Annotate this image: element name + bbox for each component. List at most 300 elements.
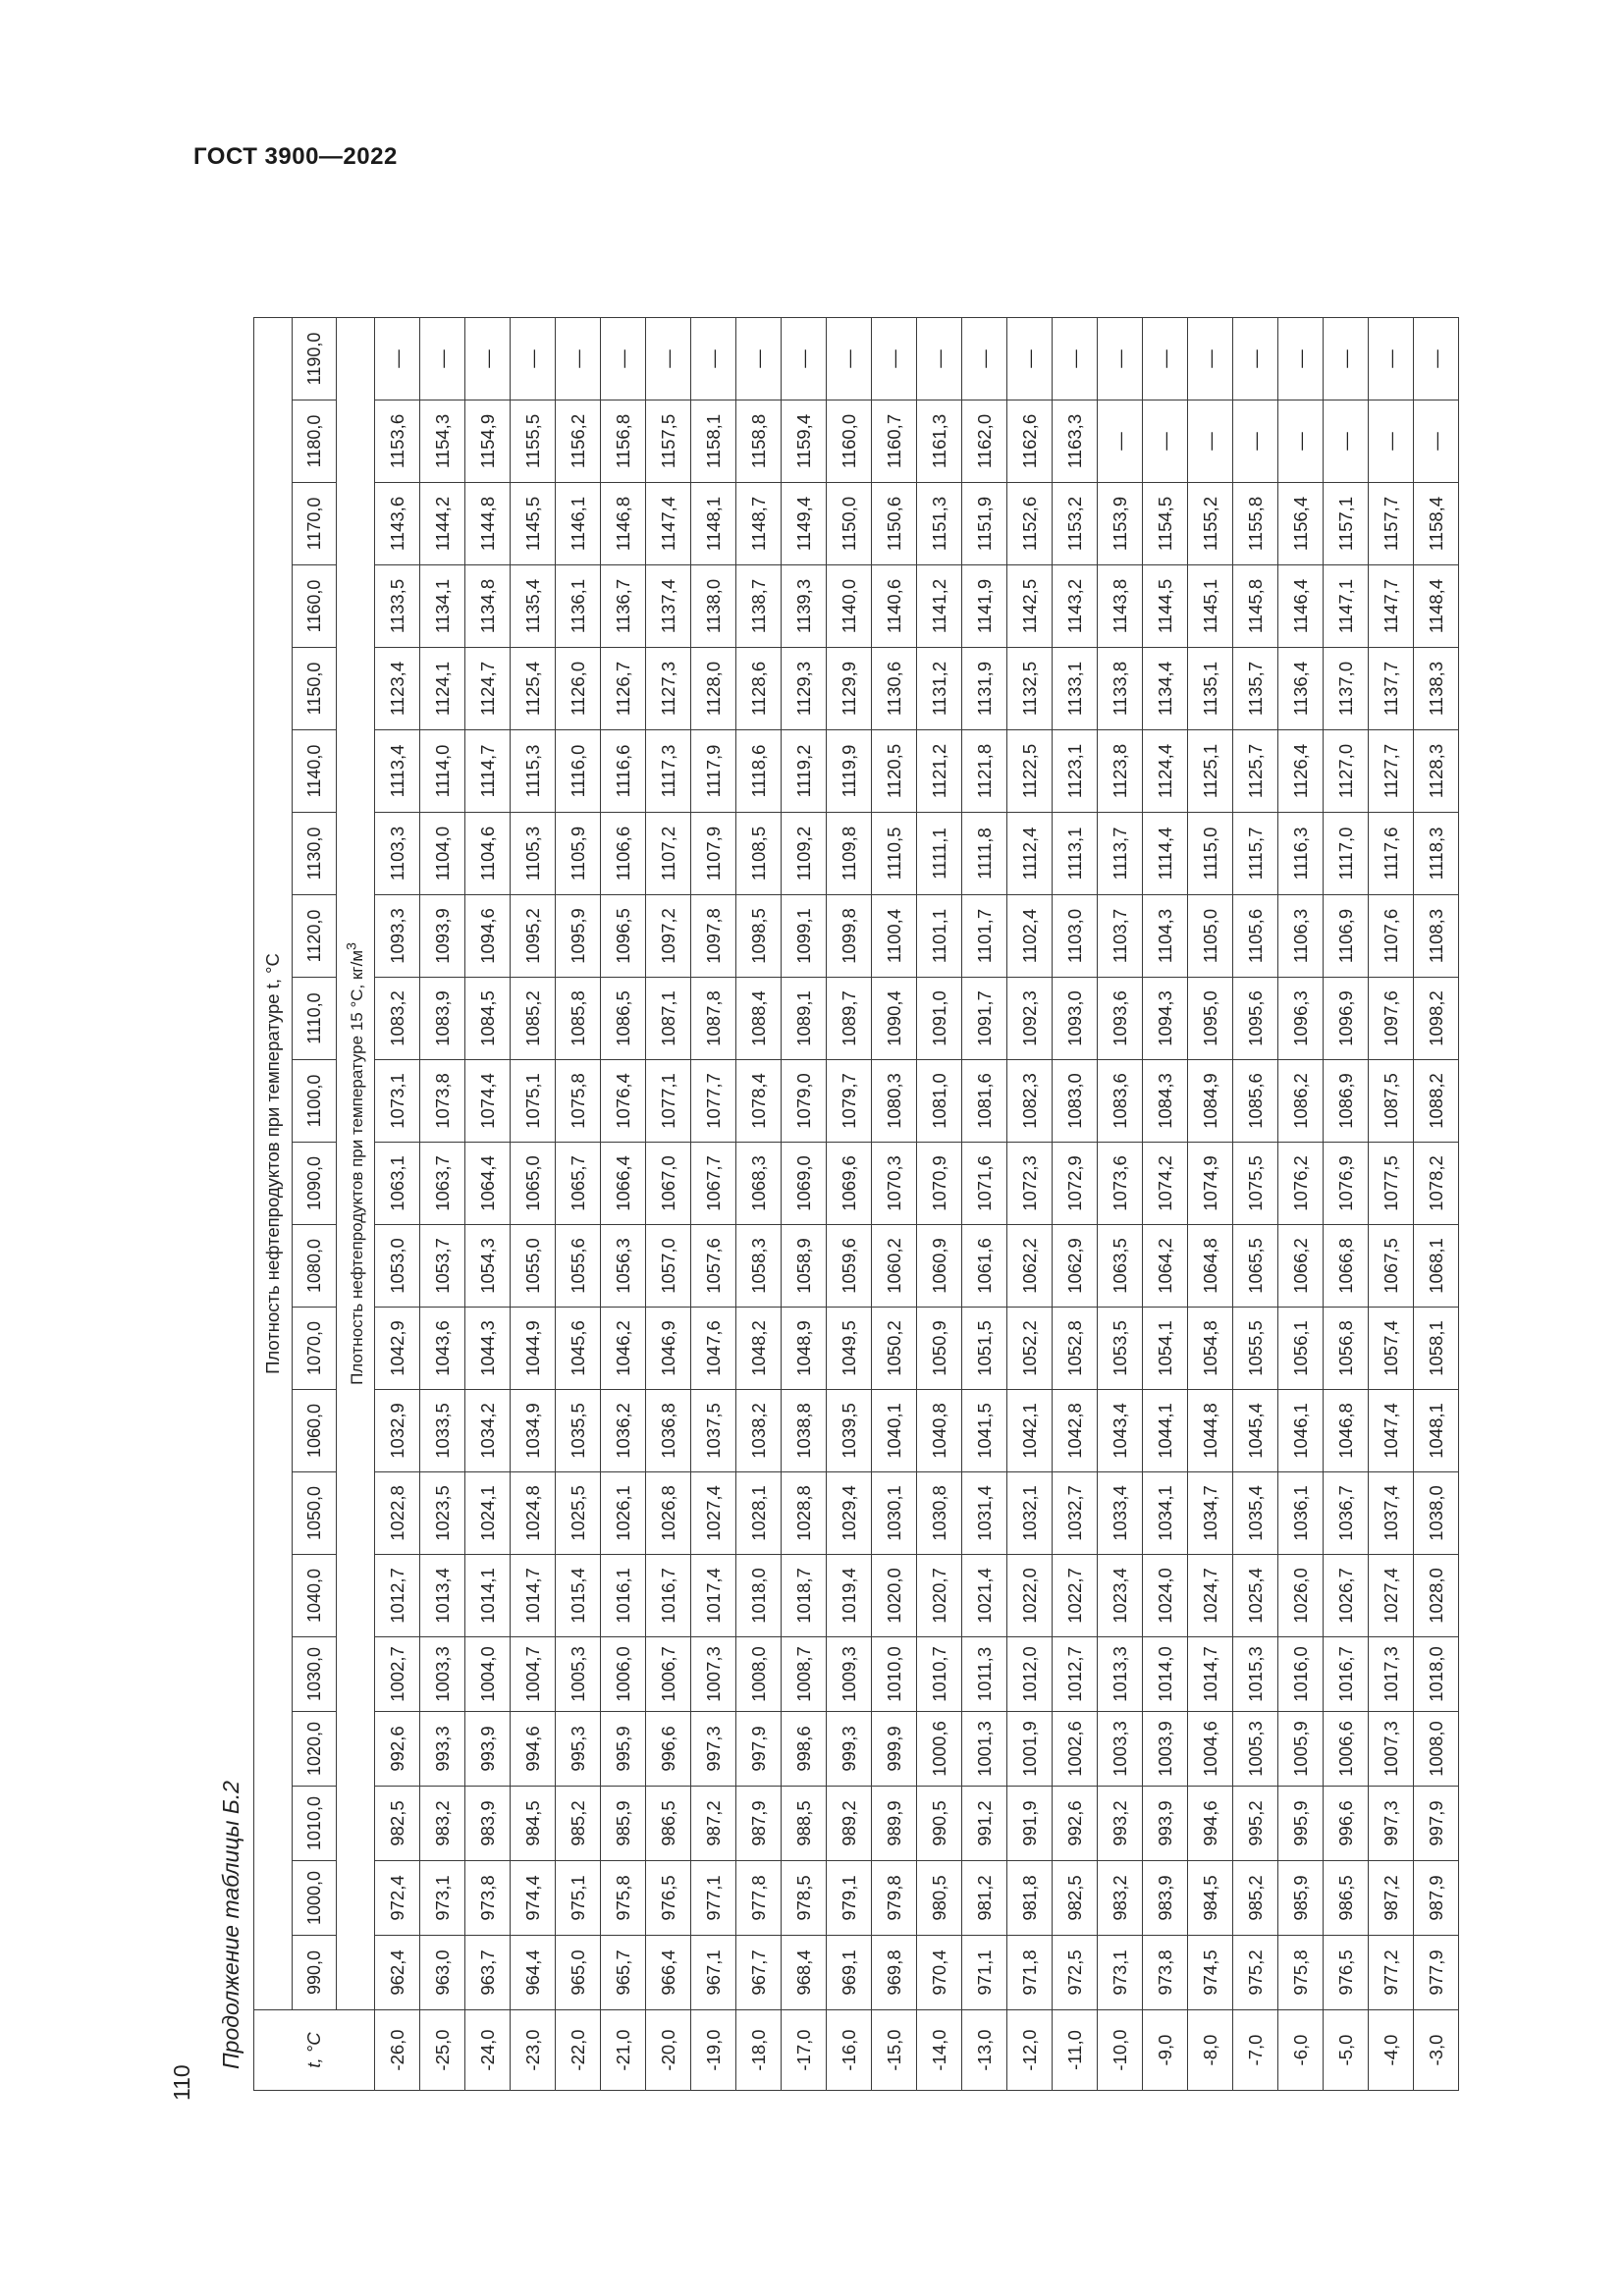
density-cell: 1136,7 xyxy=(601,565,646,648)
temperature-cell: -12,0 xyxy=(1007,2010,1053,2091)
density-cell: 1047,4 xyxy=(1369,1390,1414,1472)
table-row xyxy=(917,318,962,2091)
density-cell: 1085,2 xyxy=(511,978,556,1060)
density-cell: 976,5 xyxy=(646,1861,691,1936)
density-cell: 1103,7 xyxy=(1098,895,1143,978)
density-cell: 1122,5 xyxy=(1007,730,1053,813)
density-cell: 991,9 xyxy=(1007,1787,1053,1861)
density-cell: 1076,4 xyxy=(601,1060,646,1143)
density-cell: 1144,5 xyxy=(1143,565,1188,648)
density-cell: 1079,7 xyxy=(827,1060,872,1143)
density-cell: 1116,6 xyxy=(601,730,646,813)
density-cell: — xyxy=(917,318,962,400)
density-header-cell: 1010,0 xyxy=(293,1787,337,1861)
density-cell: 1125,4 xyxy=(511,648,556,730)
density-cell: 1077,5 xyxy=(1369,1143,1414,1225)
density-cell: 1128,3 xyxy=(1414,730,1459,813)
density-cell: 985,2 xyxy=(556,1787,601,1861)
temperature-cell: -25,0 xyxy=(420,2010,465,2091)
density-cell: 1052,2 xyxy=(1007,1308,1053,1390)
density-cell: 1018,7 xyxy=(782,1555,827,1637)
density-cell: 997,9 xyxy=(1414,1787,1459,1861)
density-subheader xyxy=(337,318,375,2010)
density-cell: 1008,0 xyxy=(736,1637,782,1712)
density-cell: 1115,3 xyxy=(511,730,556,813)
density-cell: 1050,9 xyxy=(917,1308,962,1390)
density-cell: 1105,3 xyxy=(511,813,556,895)
density-cell: 1105,0 xyxy=(1188,895,1233,978)
density-cell: 1061,6 xyxy=(962,1225,1007,1308)
density-cell: 1106,6 xyxy=(601,813,646,895)
density-cell: 1002,7 xyxy=(375,1637,420,1712)
density-cell: 1155,2 xyxy=(1188,483,1233,565)
density-cell: 1107,9 xyxy=(691,813,736,895)
density-cell: 1034,1 xyxy=(1143,1472,1188,1555)
density-cell: 990,5 xyxy=(917,1787,962,1861)
density-cell: 1063,1 xyxy=(375,1143,420,1225)
density-cell: 987,2 xyxy=(1369,1861,1414,1936)
density-cell: 1032,1 xyxy=(1007,1472,1053,1555)
density-table xyxy=(253,317,1459,2091)
density-cell: 1095,2 xyxy=(511,895,556,978)
density-cell: 1112,4 xyxy=(1007,813,1053,895)
density-cell: 1081,0 xyxy=(917,1060,962,1143)
density-cell: 1004,6 xyxy=(1188,1712,1233,1787)
density-cell: 1151,3 xyxy=(917,483,962,565)
density-cell: 1074,4 xyxy=(465,1060,511,1143)
density-cell: 982,5 xyxy=(1053,1861,1098,1936)
density-cell: 1104,3 xyxy=(1143,895,1188,978)
density-cell: 1070,3 xyxy=(872,1143,917,1225)
density-cell: 1088,2 xyxy=(1414,1060,1459,1143)
density-cell: 1140,0 xyxy=(827,565,872,648)
density-cell: 1018,0 xyxy=(1414,1637,1459,1712)
density-cell: 1022,8 xyxy=(375,1472,420,1555)
density-cell: 980,5 xyxy=(917,1861,962,1936)
density-cell: 969,1 xyxy=(827,1936,872,2010)
density-cell: 1083,2 xyxy=(375,978,420,1060)
temperature-cell: -7,0 xyxy=(1233,2010,1278,2091)
density-cell: 1013,4 xyxy=(420,1555,465,1637)
density-cell: 1087,1 xyxy=(646,978,691,1060)
density-cell: 1117,3 xyxy=(646,730,691,813)
density-cell: 1065,7 xyxy=(556,1143,601,1225)
temperature-cell: -3,0 xyxy=(1414,2010,1459,2091)
density-cell: — xyxy=(782,318,827,400)
density-cell: 1073,6 xyxy=(1098,1143,1143,1225)
density-cell: 1000,6 xyxy=(917,1712,962,1787)
density-cell: 1143,8 xyxy=(1098,565,1143,648)
density-cell: 1044,8 xyxy=(1188,1390,1233,1472)
density-cell: 1088,4 xyxy=(736,978,782,1060)
density-cell: 1066,4 xyxy=(601,1143,646,1225)
density-cell: 1151,9 xyxy=(962,483,1007,565)
density-cell: 1084,3 xyxy=(1143,1060,1188,1143)
density-cell: 1043,4 xyxy=(1098,1390,1143,1472)
density-cell: 1140,6 xyxy=(872,565,917,648)
density-cell: 1135,7 xyxy=(1233,648,1278,730)
density-cell: 1033,5 xyxy=(420,1390,465,1472)
density-cell: — xyxy=(1369,400,1414,483)
density-cell: 1022,0 xyxy=(1007,1555,1053,1637)
density-cell: 1127,0 xyxy=(1324,730,1369,813)
density-cell: 1118,6 xyxy=(736,730,782,813)
density-cell: 1036,7 xyxy=(1324,1472,1369,1555)
density-cell: 1099,1 xyxy=(782,895,827,978)
density-cell: 1026,8 xyxy=(646,1472,691,1555)
density-cell: 1067,5 xyxy=(1369,1225,1414,1308)
density-cell: 1134,4 xyxy=(1143,648,1188,730)
density-cell: 1158,1 xyxy=(691,400,736,483)
density-cell: 1110,5 xyxy=(872,813,917,895)
density-cell: 1157,5 xyxy=(646,400,691,483)
density-cell: 1083,9 xyxy=(420,978,465,1060)
density-header-cell: 1160,0 xyxy=(293,565,337,648)
density-cell: 1094,3 xyxy=(1143,978,1188,1060)
density-cell: 1062,2 xyxy=(1007,1225,1053,1308)
density-cell: 1026,7 xyxy=(1324,1555,1369,1637)
density-cell: 1154,5 xyxy=(1143,483,1188,565)
density-cell: 1007,3 xyxy=(691,1637,736,1712)
density-cell: 975,8 xyxy=(1278,1936,1324,2010)
density-cell: 1070,9 xyxy=(917,1143,962,1225)
density-cell: 963,0 xyxy=(420,1936,465,2010)
density-cell: 972,5 xyxy=(1053,1936,1098,2010)
density-cell: — xyxy=(736,318,782,400)
density-cell: 1145,5 xyxy=(511,483,556,565)
density-cell: 1043,6 xyxy=(420,1308,465,1390)
density-cell: 1057,6 xyxy=(691,1225,736,1308)
density-cell: 981,2 xyxy=(962,1861,1007,1936)
density-cell: 1127,3 xyxy=(646,648,691,730)
density-cell: 1037,4 xyxy=(1369,1472,1414,1555)
density-cell: — xyxy=(1053,318,1098,400)
density-cell: 1034,2 xyxy=(465,1390,511,1472)
density-cell: 1137,0 xyxy=(1324,648,1369,730)
density-cell: 996,6 xyxy=(646,1712,691,1787)
density-cell: 1130,6 xyxy=(872,648,917,730)
density-cell: 1021,4 xyxy=(962,1555,1007,1637)
density-cell: 1074,2 xyxy=(1143,1143,1188,1225)
density-cell: 1119,9 xyxy=(827,730,872,813)
density-cell: 1016,7 xyxy=(646,1555,691,1637)
density-cell: 1107,2 xyxy=(646,813,691,895)
density-cell: 1117,6 xyxy=(1369,813,1414,895)
density-cell: 1145,1 xyxy=(1188,565,1233,648)
density-cell: — xyxy=(465,318,511,400)
density-cell: 1049,5 xyxy=(827,1308,872,1390)
density-cell: 1156,8 xyxy=(601,400,646,483)
temperature-cell: -5,0 xyxy=(1324,2010,1369,2091)
density-cell: — xyxy=(1007,318,1053,400)
density-cell: 987,9 xyxy=(736,1787,782,1861)
table-row xyxy=(556,318,601,2091)
density-cell: 1157,7 xyxy=(1369,483,1414,565)
density-cell: 1040,8 xyxy=(917,1390,962,1472)
density-cell: 971,1 xyxy=(962,1936,1007,2010)
density-cell: 1135,1 xyxy=(1188,648,1233,730)
density-header-cell: 1190,0 xyxy=(293,318,337,400)
density-cell: 1114,4 xyxy=(1143,813,1188,895)
density-cell: 1023,4 xyxy=(1098,1555,1143,1637)
density-cell: 1052,8 xyxy=(1053,1308,1098,1390)
temperature-cell: -13,0 xyxy=(962,2010,1007,2091)
density-cell: 995,2 xyxy=(1233,1787,1278,1861)
rotated-page-content xyxy=(212,232,1489,2091)
density-cell: 1148,7 xyxy=(736,483,782,565)
density-cell: 973,8 xyxy=(1143,1936,1188,2010)
density-group-header: Плотность нефтепродуктов при температуре t, °C xyxy=(254,318,293,2010)
density-cell: — xyxy=(827,318,872,400)
density-cell: 1128,6 xyxy=(736,648,782,730)
density-cell: 1073,1 xyxy=(375,1060,420,1143)
density-cell: 1093,9 xyxy=(420,895,465,978)
table-row xyxy=(827,318,872,2091)
density-cell: 1014,1 xyxy=(465,1555,511,1637)
density-cell: 974,5 xyxy=(1188,1936,1233,2010)
density-cell: 1016,7 xyxy=(1324,1637,1369,1712)
density-cell: — xyxy=(511,318,556,400)
density-cell: 974,4 xyxy=(511,1861,556,1936)
density-cell: 963,7 xyxy=(465,1936,511,2010)
density-cell: 1020,7 xyxy=(917,1555,962,1637)
density-cell: 973,1 xyxy=(1098,1936,1143,2010)
table-row xyxy=(646,318,691,2091)
density-header-cell: 1070,0 xyxy=(293,1308,337,1390)
density-cell: 1082,3 xyxy=(1007,1060,1053,1143)
density-cell: 1001,3 xyxy=(962,1712,1007,1787)
density-cell: 1078,2 xyxy=(1414,1143,1459,1225)
density-cell: 1005,9 xyxy=(1278,1712,1324,1787)
density-header-cell: 1060,0 xyxy=(293,1390,337,1472)
density-cell: 1016,1 xyxy=(601,1555,646,1637)
table-row xyxy=(1414,318,1459,2091)
density-cell: 1108,5 xyxy=(736,813,782,895)
density-cell: 1045,4 xyxy=(1233,1390,1278,1472)
density-cell: 968,4 xyxy=(782,1936,827,2010)
density-cell: 983,9 xyxy=(1143,1861,1188,1936)
density-cell: 1030,1 xyxy=(872,1472,917,1555)
density-cell: 1036,2 xyxy=(601,1390,646,1472)
density-cell: 1105,6 xyxy=(1233,895,1278,978)
table-row xyxy=(962,318,1007,2091)
density-header-cell: 1090,0 xyxy=(293,1143,337,1225)
density-cell: 1156,2 xyxy=(556,400,601,483)
density-cell: 1015,3 xyxy=(1233,1637,1278,1712)
density-cell: 1095,9 xyxy=(556,895,601,978)
density-header-cell: 1110,0 xyxy=(293,978,337,1060)
density-cell: 1011,3 xyxy=(962,1637,1007,1712)
density-cell: 1064,2 xyxy=(1143,1225,1188,1308)
density-cell: 1113,4 xyxy=(375,730,420,813)
density-header-cell: 1170,0 xyxy=(293,483,337,565)
density-cell: 1155,8 xyxy=(1233,483,1278,565)
table-row xyxy=(1007,318,1053,2091)
density-cell: 1069,6 xyxy=(827,1143,872,1225)
density-cell: 1163,3 xyxy=(1053,400,1098,483)
density-cell: 1141,2 xyxy=(917,565,962,648)
density-cell: 989,2 xyxy=(827,1787,872,1861)
density-header-cell: 1120,0 xyxy=(293,895,337,978)
density-cell: 1152,6 xyxy=(1007,483,1053,565)
density-cell: 1124,7 xyxy=(465,648,511,730)
table-row xyxy=(1143,318,1188,2091)
density-header-cell: 1030,0 xyxy=(293,1637,337,1712)
density-cell: 1083,0 xyxy=(1053,1060,1098,1143)
density-cell: 1120,5 xyxy=(872,730,917,813)
density-cell: 1093,3 xyxy=(375,895,420,978)
density-cell: 978,5 xyxy=(782,1861,827,1936)
density-cell: 1092,3 xyxy=(1007,978,1053,1060)
density-header-cell: 1000,0 xyxy=(293,1861,337,1936)
density-cell: 1032,9 xyxy=(375,1390,420,1472)
density-cell: 1108,3 xyxy=(1414,895,1459,978)
density-cell: 1058,3 xyxy=(736,1225,782,1308)
density-cell: — xyxy=(375,318,420,400)
density-cell: 1146,1 xyxy=(556,483,601,565)
density-cell: 1154,9 xyxy=(465,400,511,483)
table-row xyxy=(601,318,646,2091)
density-cell: 1111,8 xyxy=(962,813,1007,895)
density-cell: 972,4 xyxy=(375,1861,420,1936)
density-cell: 1030,8 xyxy=(917,1472,962,1555)
density-cell: 1145,8 xyxy=(1233,565,1278,648)
table-row xyxy=(1053,318,1098,2091)
density-cell: 1121,2 xyxy=(917,730,962,813)
density-cell: 1078,4 xyxy=(736,1060,782,1143)
density-cell: 1006,0 xyxy=(601,1637,646,1712)
density-cell: 1071,6 xyxy=(962,1143,1007,1225)
density-cell: 1073,8 xyxy=(420,1060,465,1143)
density-cell: 1067,0 xyxy=(646,1143,691,1225)
density-cell: — xyxy=(1098,400,1143,483)
density-cell: 1075,1 xyxy=(511,1060,556,1143)
density-cell: 1133,5 xyxy=(375,565,420,648)
density-cell: 1114,0 xyxy=(420,730,465,813)
density-cell: 1032,7 xyxy=(1053,1472,1098,1555)
density-cell: 1044,3 xyxy=(465,1308,511,1390)
density-cell: 1072,9 xyxy=(1053,1143,1098,1225)
density-cell: 1147,4 xyxy=(646,483,691,565)
density-cell: 1025,5 xyxy=(556,1472,601,1555)
density-cell: 985,9 xyxy=(1278,1861,1324,1936)
density-cell: 1135,4 xyxy=(511,565,556,648)
density-cell: 1094,6 xyxy=(465,895,511,978)
density-cell: 1081,6 xyxy=(962,1060,1007,1143)
density-cell: 995,9 xyxy=(1278,1787,1324,1861)
density-cell: 1098,2 xyxy=(1414,978,1459,1060)
density-cell: 1018,0 xyxy=(736,1555,782,1637)
density-cell: 1003,3 xyxy=(1098,1712,1143,1787)
density-cell: — xyxy=(872,318,917,400)
density-cell: 987,9 xyxy=(1414,1861,1459,1936)
density-cell: 1024,8 xyxy=(511,1472,556,1555)
density-cell: — xyxy=(1414,318,1459,400)
density-cell: 1036,1 xyxy=(1278,1472,1324,1555)
density-cell: 1159,4 xyxy=(782,400,827,483)
density-cell: 979,1 xyxy=(827,1861,872,1936)
density-cell: 1009,3 xyxy=(827,1637,872,1712)
density-cell: 1091,7 xyxy=(962,978,1007,1060)
density-cell: 969,8 xyxy=(872,1936,917,2010)
density-cell: — xyxy=(1324,318,1369,400)
density-cell: 1102,4 xyxy=(1007,895,1053,978)
density-header-cell: 1150,0 xyxy=(293,648,337,730)
density-cell: 1144,2 xyxy=(420,483,465,565)
density-cell: 1086,2 xyxy=(1278,1060,1324,1143)
density-cell: 975,2 xyxy=(1233,1936,1278,2010)
density-cell: 1002,6 xyxy=(1053,1712,1098,1787)
density-cell: 1148,1 xyxy=(691,483,736,565)
header-row-subheader xyxy=(337,318,375,2091)
density-cell: — xyxy=(1188,318,1233,400)
density-cell: 1004,0 xyxy=(465,1637,511,1712)
density-cell: 1085,8 xyxy=(556,978,601,1060)
density-cell: 1008,7 xyxy=(782,1637,827,1712)
density-cell: 1150,6 xyxy=(872,483,917,565)
density-cell: 1127,7 xyxy=(1369,730,1414,813)
density-cell: 1115,0 xyxy=(1188,813,1233,895)
density-cell: 1026,1 xyxy=(601,1472,646,1555)
document-code-header: ГОСТ 3900—2022 xyxy=(193,143,398,170)
density-subheader-text: Плотность нефтепродуктов при температуре 15 °C, $кг/м^3$ xyxy=(344,942,366,1385)
density-cell: 1023,5 xyxy=(420,1472,465,1555)
density-cell: 1153,9 xyxy=(1098,483,1143,565)
density-cell: 1064,8 xyxy=(1188,1225,1233,1308)
temperature-cell: -14,0 xyxy=(917,2010,962,2091)
density-cell: 1155,5 xyxy=(511,400,556,483)
density-cell: 1042,9 xyxy=(375,1308,420,1390)
density-cell: 988,5 xyxy=(782,1787,827,1861)
density-cell: 1129,9 xyxy=(827,648,872,730)
density-cell: 1046,1 xyxy=(1278,1390,1324,1472)
density-cell: 1142,5 xyxy=(1007,565,1053,648)
density-cell: 1038,0 xyxy=(1414,1472,1459,1555)
density-cell: 1004,7 xyxy=(511,1637,556,1712)
density-cell: 1100,4 xyxy=(872,895,917,978)
density-cell: 992,6 xyxy=(1053,1787,1098,1861)
density-cell: 1158,4 xyxy=(1414,483,1459,565)
density-cell: — xyxy=(691,318,736,400)
density-cell: 1116,0 xyxy=(556,730,601,813)
density-cell: 994,6 xyxy=(1188,1787,1233,1861)
density-cell: — xyxy=(556,318,601,400)
temperature-cell: -24,0 xyxy=(465,2010,511,2091)
density-cell: 1040,1 xyxy=(872,1390,917,1472)
density-cell: 1072,3 xyxy=(1007,1143,1053,1225)
density-cell: 986,5 xyxy=(1324,1861,1369,1936)
density-header-cell: 1040,0 xyxy=(293,1555,337,1637)
density-cell: 1089,7 xyxy=(827,978,872,1060)
density-cell: 1031,4 xyxy=(962,1472,1007,1555)
temperature-cell: -18,0 xyxy=(736,2010,782,2091)
density-cell: 1126,7 xyxy=(601,648,646,730)
density-cell: 1045,6 xyxy=(556,1308,601,1390)
density-cell: 1160,7 xyxy=(872,400,917,483)
density-cell: — xyxy=(1278,400,1324,483)
density-cell: 1116,3 xyxy=(1278,813,1324,895)
density-cell: 997,9 xyxy=(736,1712,782,1787)
table-row xyxy=(691,318,736,2091)
density-cell: 1056,1 xyxy=(1278,1308,1324,1390)
density-cell: 995,9 xyxy=(601,1712,646,1787)
temperature-cell: -11,0 xyxy=(1053,2010,1098,2091)
density-cell: 1069,0 xyxy=(782,1143,827,1225)
density-header-cell: 990,0 xyxy=(293,1936,337,2010)
density-cell: 1087,8 xyxy=(691,978,736,1060)
density-cell: 1046,8 xyxy=(1324,1390,1369,1472)
density-cell: — xyxy=(646,318,691,400)
